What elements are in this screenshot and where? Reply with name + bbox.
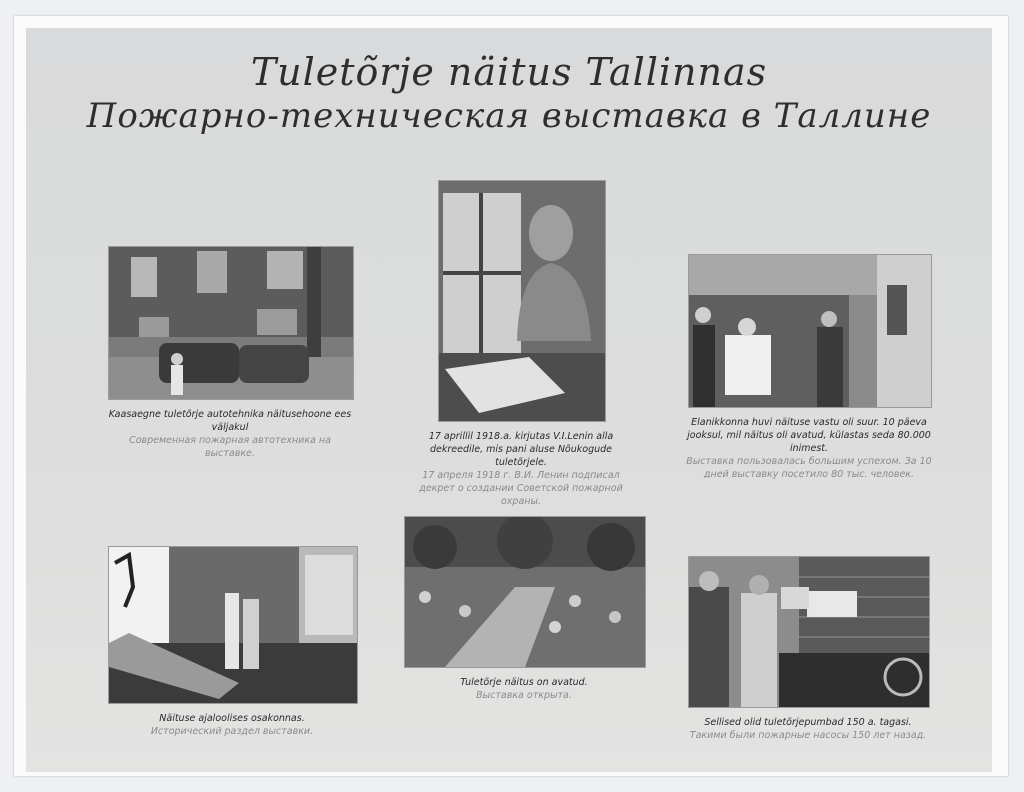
caption-opening-crowd: [404, 676, 644, 702]
photo-print: [14, 16, 1008, 776]
caption-visitors: [678, 416, 940, 481]
poster-title-estonian: Tuletõrje näitus Tallinnas: [250, 50, 768, 94]
photo-fire-pumps: [688, 556, 930, 708]
caption-ru: Такими были пожарные насосы 150 лет назад.: [689, 730, 927, 741]
photo-lenin-bust: [438, 180, 606, 422]
caption-fire-pumps: [678, 716, 938, 742]
caption-lenin-bust: [418, 430, 624, 508]
photo-historical-section: [108, 546, 358, 704]
caption-et: Sellised olid tuletõrjepumbad 150 a. tagasi.: [704, 717, 912, 728]
caption-ru: Выставка открыта.: [476, 690, 572, 701]
photo-visitors: [688, 254, 932, 408]
caption-ru: Выставка пользовалась большим успехом. За 10 дней выставку посетило 80 тыс. человек.: [686, 456, 932, 480]
poster-title-russian: Пожарно-техническая выставка в Таллине: [86, 96, 932, 136]
caption-ru: Исторический раздел выставки.: [150, 726, 314, 737]
caption-historical-section: [108, 712, 356, 738]
caption-et: Kaasaegne tuletõrje autotehnika näitusehoone ees väljakul: [108, 409, 352, 433]
caption-ru: 17 апреля 1918 г. В.И. Ленин подписал декрет о создании Советской пожарной охраны.: [419, 470, 623, 507]
caption-et: Tuletõrje näitus on avatud.: [460, 677, 588, 688]
caption-et: Elanikkonna huvi näituse vastu oli suur. 10 päeva jooksul, mil näitus oli avatud, külastas seda 80.000 inimest.: [687, 417, 931, 454]
caption-fire-trucks: [108, 408, 352, 460]
caption-et: Näituse ajaloolises osakonnas.: [159, 713, 305, 724]
caption-ru: Современная пожарная автотехника на выставке.: [129, 435, 331, 459]
exhibition-poster: [26, 28, 992, 772]
photo-fire-trucks: [108, 246, 354, 400]
photo-opening-crowd: [404, 516, 646, 668]
caption-et: 17 aprillil 1918.a. kirjutas V.I.Lenin alla dekreedile, mis pani aluse Nõukogude tuletõrjele.: [428, 431, 614, 468]
